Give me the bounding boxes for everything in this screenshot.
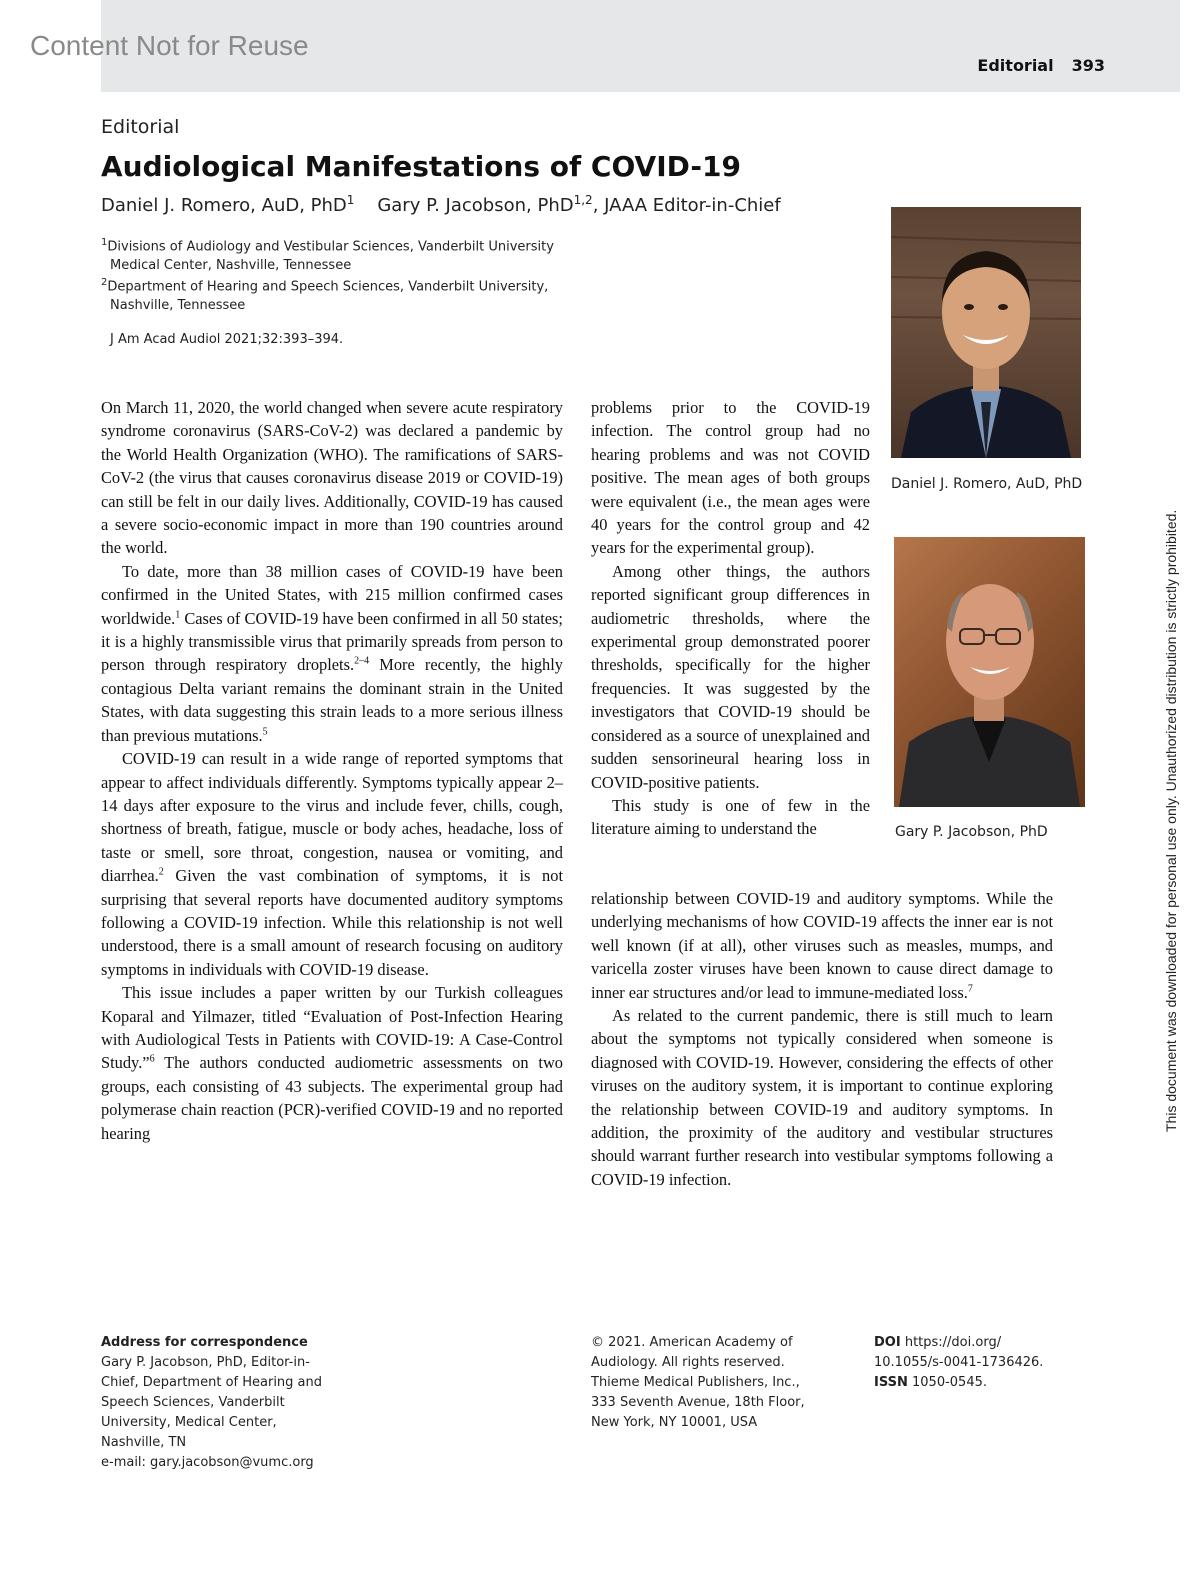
paragraph: On March 11, 2020, the world changed when severe acute respiratory syndrome coronavirus (SARS-CoV-2) was declared a pandemic by the World Health Organization (WHO). The ramifications of SARS-CoV-2 (the virus that causes coronavirus disease 2019 or COVID-19) can still be felt in our daily lives. Additionally, COVID-19 has caused a severe socio-economic impact in more than 190 countries around the world. bbox=[101, 398, 563, 558]
affiliation bbox=[101, 233, 554, 275]
author-affil-ref: 1,2 bbox=[573, 193, 593, 207]
issn-value: 1050-0545. bbox=[912, 1375, 987, 1390]
copyright-line: Thieme Medical Publishers, Inc., bbox=[591, 1375, 800, 1390]
photo-caption: Daniel J. Romero, AuD, PhD bbox=[891, 476, 1083, 492]
copyright-line: New York, NY 10001, USA bbox=[591, 1415, 758, 1430]
reference-marker: 2–4 bbox=[354, 656, 370, 667]
reference-marker: 5 bbox=[262, 726, 268, 738]
portrait-image bbox=[891, 207, 1081, 458]
author-role: , JAAA Editor-in-Chief bbox=[592, 195, 781, 216]
affiliation-number: 2 bbox=[101, 277, 108, 288]
reference-marker: 7 bbox=[967, 983, 973, 995]
issn-label: ISSN bbox=[874, 1375, 908, 1390]
affiliation-text: Divisions of Audiology and Vestibular Sciences, Vanderbilt University bbox=[107, 239, 554, 255]
author-line bbox=[101, 193, 781, 216]
affiliation bbox=[101, 273, 548, 315]
correspondence-label: Address for correspondence bbox=[101, 1335, 308, 1350]
running-head bbox=[977, 56, 1105, 75]
correspondence-line: University, Medical Center, bbox=[101, 1415, 277, 1430]
portrait-image bbox=[894, 537, 1085, 807]
running-head-section: Editorial bbox=[977, 56, 1054, 75]
author-name: Daniel J. Romero, AuD, PhD bbox=[101, 195, 347, 216]
body-column-right-narrow bbox=[591, 396, 870, 841]
copyright-line: Audiology. All rights reserved. bbox=[591, 1355, 785, 1370]
author-photo-jacobson bbox=[894, 537, 1085, 807]
author-affil-ref: 1 bbox=[346, 193, 355, 207]
paragraph: relationship between COVID-19 and auditory symptoms. While the underlying mechanisms of how COVID-19 affects the inner ear is not well known (if at all), other viruses such as measles, mumps, and varicella zoster viruses have been known to cause direct damage to inner ear structures and/or lead to immune-mediated loss.$^7$ bbox=[591, 889, 1053, 1002]
copyright-line: © 2021. American Academy of bbox=[591, 1335, 793, 1350]
affiliation-text: Department of Hearing and Speech Sciences, Vanderbilt University, bbox=[107, 279, 549, 295]
correspondence-line: Nashville, TN bbox=[101, 1435, 187, 1450]
paragraph: To date, more than 38 million cases of COVID-19 have been confirmed in the United States, with 215 million confirmed cases worldwide.$^1$ Cases of COVID-19 have been confirmed in all 50 states; it is a highly transmissible virus that primarily spreads from person to person through respiratory droplets.$^{2-4}$ More recently, the highly contagious Delta variant remains the dominant strain in the United States, with data suggesting this strain leads to a more serious illness than previous mutations.$^5$ bbox=[101, 561, 563, 745]
doi-link[interactable]: 10.1055/s-0041-1736426. bbox=[874, 1355, 1044, 1370]
body-column-left bbox=[101, 396, 563, 1145]
paragraph: This issue includes a paper written by our Turkish colleagues Koparal and Yilmazer, titled “Evaluation of Post-Infection Hearing with Audiological Tests in Patients with COVID-19: A Case-Control Study.”$^6$ The authors conducted audiometric assessments on two groups, each consisting of 43 subjects. The experimental group had polymerase chain reaction (PCR)-verified COVID-19 and no reported hearing bbox=[101, 983, 563, 1143]
copyright-line: 333 Seventh Avenue, 18th Floor, bbox=[591, 1395, 805, 1410]
doi-label: DOI bbox=[874, 1335, 901, 1350]
correspondence-line: Gary P. Jacobson, PhD, Editor-in- bbox=[101, 1355, 310, 1370]
paragraph: COVID-19 can result in a wide range of reported symptoms that appear to affect individuals differently. Symptoms typically appear 2–14 days after exposure to the virus and include fever, chills, cough, shortness of breath, fatigue, muscle or body aches, headache, loss of taste or smell, sore throat, congestion, nausea or vomiting, and diarrhea.$^2$ Given the vast combination of symptoms, it is not surprising that several reports have documented auditory symptoms following a COVID-19 infection. While this relationship is not well understood, there is a small amount of research focusing on auditory symptoms in individuals with COVID-19 disease. bbox=[101, 749, 563, 979]
paragraph: This study is one of few in the literature aiming to understand the bbox=[591, 795, 870, 839]
page-number: 393 bbox=[1071, 56, 1105, 75]
watermark: Content Not for Reuse bbox=[30, 30, 309, 61]
correspondence-block bbox=[101, 1333, 341, 1473]
affiliation-number: 1 bbox=[101, 237, 108, 248]
correspondence-line: Chief, Department of Hearing and bbox=[101, 1375, 323, 1390]
correspondence-line: Speech Sciences, Vanderbilt bbox=[101, 1395, 285, 1410]
reference-marker: 6 bbox=[149, 1053, 155, 1065]
photo-caption: Gary P. Jacobson, PhD bbox=[895, 824, 1048, 840]
paragraph: As related to the current pandemic, there is still much to learn about the symptoms not typically considered when someone is diagnosed with COVID-19. However, considering the effects of other viruses on the auditory system, it is important to continue exploring the relationship between COVID-19 and auditory symptoms. In addition, the proximity of the auditory and vestibular structures should warrant further research into vestibular symptoms following a COVID-19 infection. bbox=[591, 1006, 1053, 1189]
reference-marker: 1 bbox=[175, 609, 181, 621]
affiliation-text: Medical Center, Nashville, Tennessee bbox=[110, 258, 352, 274]
doi-block bbox=[874, 1333, 1074, 1393]
article-title: Audiological Manifestations of COVID-19 bbox=[101, 150, 741, 183]
affiliation-text: Nashville, Tennessee bbox=[110, 298, 246, 314]
paragraph: problems prior to the COVID-19 infection. The control group had no hearing problems and was not COVID positive. The mean ages of both groups were equivalent (i.e., the mean ages were 40 years for the control group and 42 years for the experimental group). bbox=[591, 398, 870, 558]
section-label: Editorial bbox=[101, 116, 180, 138]
paragraph: Among other things, the authors reported significant group differences in audiometric thresholds, where the experimental group demonstrated poorer thresholds, specifically for the higher frequencies. It was suggested by the investigators that COVID-19 should be considered as a source of unexplained and sudden sensorineural hearing loss in COVID-positive patients. bbox=[591, 561, 870, 792]
journal-citation: J Am Acad Audiol 2021;32:393–394. bbox=[110, 332, 344, 347]
doi-link[interactable]: https://doi.org/ bbox=[904, 1335, 1002, 1350]
reference-marker: 2 bbox=[158, 866, 164, 878]
author-photo-romero bbox=[891, 207, 1081, 458]
author-name: Gary P. Jacobson, PhD bbox=[377, 195, 574, 216]
download-notice: This document was downloaded for personal use only. Unauthorized distribution is strictly prohibited. bbox=[1163, 509, 1179, 1132]
copyright-block bbox=[591, 1333, 831, 1433]
correspondence-email: e-mail: gary.jacobson@vumc.org bbox=[101, 1455, 314, 1470]
body-column-right-wide bbox=[591, 887, 1053, 1191]
